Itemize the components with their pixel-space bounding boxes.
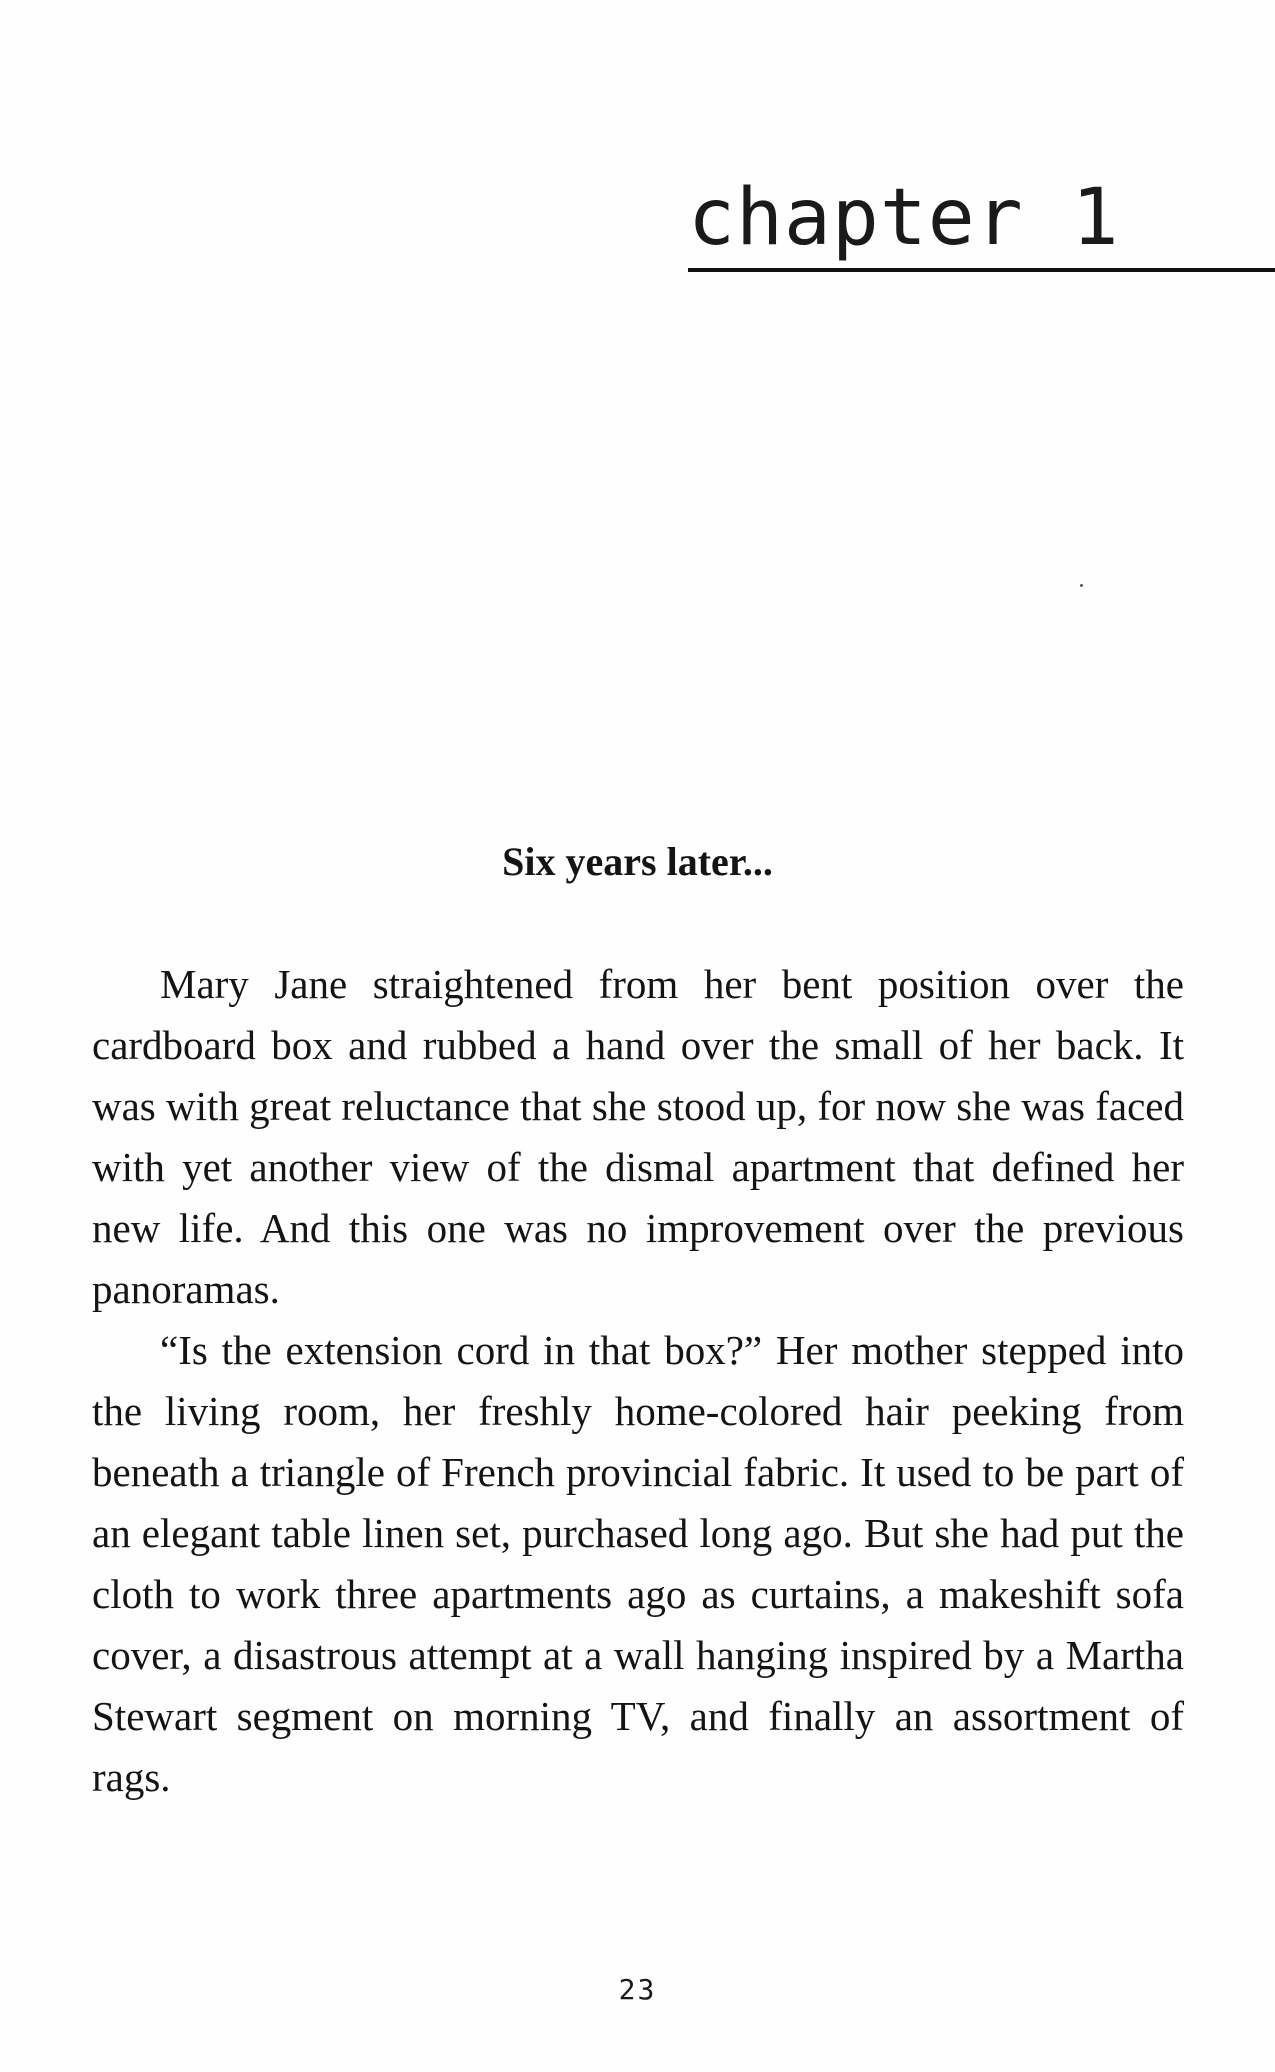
body-text <box>92 954 1184 1808</box>
chapter-title: chapter 1 <box>688 173 1120 263</box>
chapter-heading <box>688 168 1275 272</box>
print-speck <box>1080 584 1083 587</box>
paragraph-1: Mary Jane straightened from her bent position over the cardboard box and rubbed a hand over the small of her back. It was with great reluctance that she stood up, for now she was faced with yet another view of the dismal apartment that defined her new life. And this one was no improvement over the previous panoramas. <box>92 961 1184 1312</box>
paragraph-2: “Is the extension cord in that box?” Her mother stepped into the living room, her freshly home-colored hair peeking from beneath a triangle of French provincial fabric. It used to be part of an elegant table linen set, purchased long ago. But she had put the cloth to work three apartments ago as curtains, a makeshift sofa cover, a disastrous attempt at a wall hanging inspired by a Martha Stewart segment on morning TV, and finally an assortment of rags. <box>92 1327 1184 1800</box>
section-subheading: Six years later... <box>502 839 773 884</box>
page-number: 23 <box>618 1973 657 2006</box>
